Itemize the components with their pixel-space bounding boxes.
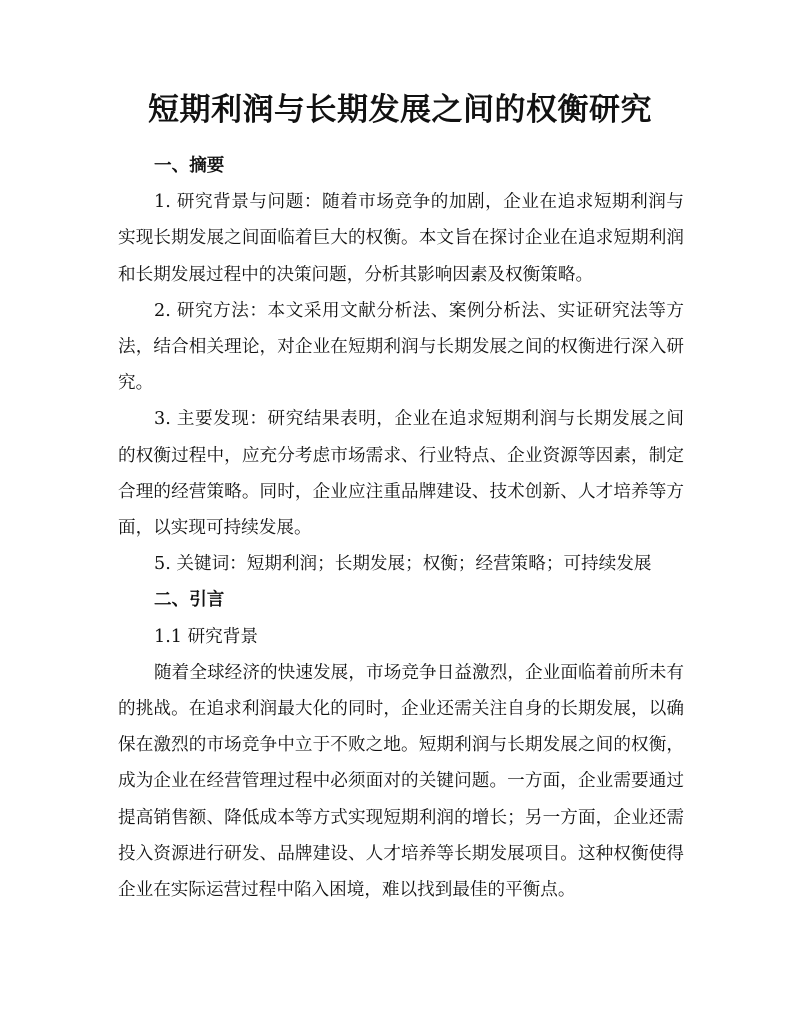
introduction-paragraph: 随着全球经济的快速发展，市场竞争日益激烈，企业面临着前所未有的挑战。在追求利润最大化的同时，企业还需关注自身的长期发展，以确保在激烈的市场竞争中立于不败之地。短期利润与长期发展之间的权衡，成为企业在经营管理过程中必须面对的关键问题。一方面，企业需要通过提高销售额、降低成本等方式实现短期利润的增长；另一方面，企业还需投入资源进行研发、品牌建设、人才培养等长期发展项目。这种权衡使得企业在实际运营过程中陷入困境，难以找到最佳的平衡点。 xyxy=(118,662,684,901)
subsection-heading-background: 1.1 研究背景 xyxy=(154,626,258,647)
abstract-paragraph-findings: 3. 主要发现：研究结果表明，企业在追求短期利润与长期发展之间的权衡过程中，应充分考虑市场需求、行业特点、企业资源等因素，制定合理的经营策略。同时，企业应注重品牌建设、技术创新、人才培养等方面，以实现可持续发展。 xyxy=(118,409,684,539)
abstract-paragraph-keywords: 5. 关键词：短期利润；长期发展；权衡；经营策略；可持续发展 xyxy=(154,554,652,575)
abstract-paragraph-background: 1. 研究背景与问题：随着市场竞争的加剧，企业在追求短期利润与实现长期发展之间面临着巨大的权衡。本文旨在探讨企业在追求短期利润和长期发展过程中的决策问题，分析其影响因素及权衡策略。 xyxy=(118,192,684,285)
section-heading-abstract: 一、摘要 xyxy=(154,155,225,176)
section-heading-introduction: 二、引言 xyxy=(154,589,225,611)
document-title: 短期利润与长期发展之间的权衡研究 xyxy=(148,92,652,128)
abstract-paragraph-methods: 2. 研究方法：本文采用文献分析法、案例分析法、实证研究法等方法，结合相关理论，对企业在短期利润与长期发展之间的权衡进行深入研究。 xyxy=(118,300,684,394)
document-body xyxy=(118,148,684,908)
